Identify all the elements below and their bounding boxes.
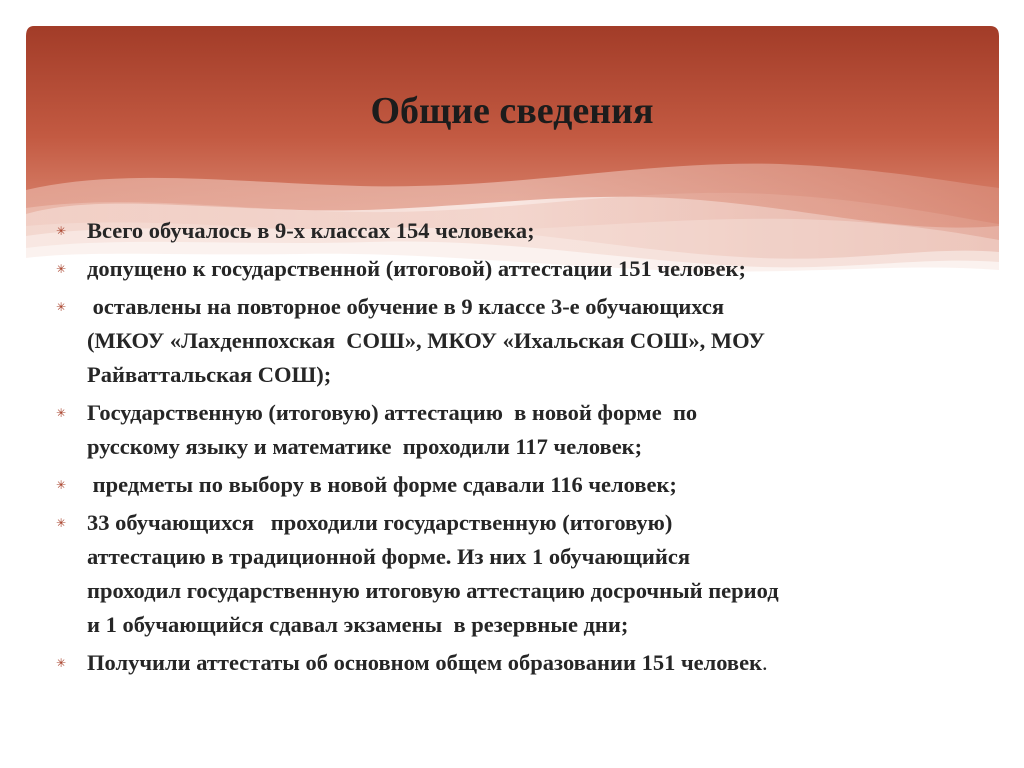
- bullet-star-icon: ✳: [56, 262, 67, 276]
- bullet-text-line: и 1 обучающийся сдавал экзамены в резервные дни;: [87, 612, 629, 637]
- bullet-item: [56, 396, 976, 464]
- bullet-text-line: аттестацию в традиционной форме. Из них 1 обучающийся: [87, 544, 691, 569]
- bullet-item: [56, 252, 976, 286]
- bullet-item: [56, 468, 976, 502]
- bullet-star-icon: ✳: [56, 516, 67, 530]
- bullet-item: [56, 646, 976, 680]
- bullet-star-icon: ✳: [56, 300, 67, 314]
- bullet-text-line: (МКОУ «Лахденпохская СОШ», МКОУ «Ихальская СОШ», МОУ: [87, 328, 765, 353]
- bullet-text-line: проходил государственную итоговую аттестацию досрочный период: [87, 578, 779, 603]
- bullet-text-line: предметы по выбору в новой форме сдавали 116 человек;: [87, 472, 677, 497]
- bullet-text-line: Райваттальская СОШ);: [87, 362, 332, 387]
- slide-title: Общие сведения: [370, 90, 654, 132]
- bullet-star-icon: ✳: [56, 224, 67, 238]
- bullet-text-tail: .: [762, 650, 768, 675]
- bullet-text-line: Всего обучалось в 9-х классах 154 человека;: [87, 218, 535, 243]
- bullet-item: [56, 506, 976, 642]
- bullet-item: [56, 290, 976, 392]
- bullet-text-line: допущено к государственной (итоговой) аттестации 151 человек;: [87, 256, 746, 281]
- bullet-star-icon: ✳: [56, 406, 67, 420]
- bullet-text-line: Государственную (итоговую) аттестацию в новой форме по: [87, 400, 698, 425]
- bullet-text-line: Получили аттестаты об основном общем образовании 151 человек: [87, 650, 763, 675]
- bullet-item: [56, 214, 976, 248]
- bullet-star-icon: ✳: [56, 478, 67, 492]
- bullet-list: [56, 214, 976, 684]
- bullet-text-line: русскому языку и математике проходили 117 человек;: [87, 434, 643, 459]
- bullet-star-icon: ✳: [56, 656, 67, 670]
- bullet-text-line: оставлены на повторное обучение в 9 классе 3-е обучающихся: [87, 294, 725, 319]
- bullet-text-line: 33 обучающихся проходили государственную (итоговую): [87, 510, 673, 535]
